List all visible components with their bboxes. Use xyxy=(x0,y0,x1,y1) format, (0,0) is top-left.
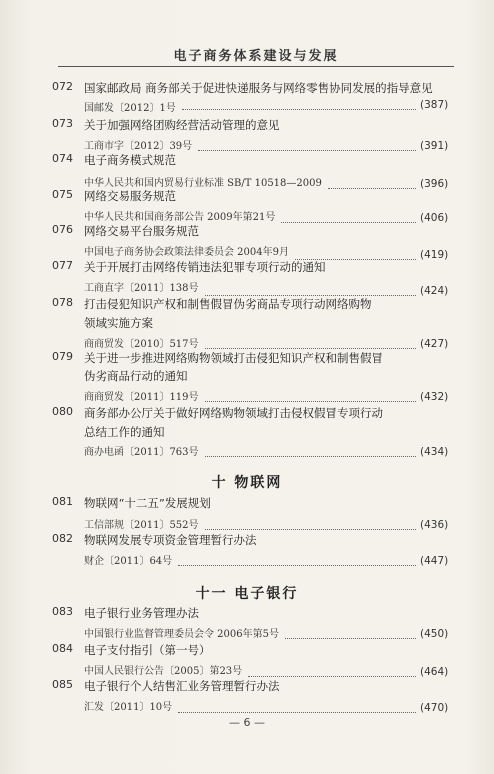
entry-title: 关于开展打击网络传销违法犯罪专项行动的通知 xyxy=(84,260,326,274)
entry-title-continued: 总结工作的通知 xyxy=(84,425,165,439)
section-heading-iot: 十 物联网 xyxy=(211,475,283,491)
header-rule xyxy=(58,66,454,67)
entry-page-number: (447) xyxy=(420,555,449,567)
entry-document-number: 工信部规〔2011〕552号 xyxy=(84,520,199,531)
entry-page-number: (387) xyxy=(420,99,449,111)
entry-number: 082 xyxy=(52,532,73,545)
entry-document-number: 中华人民共和国内贸易行业标准 SB/T 10518—2009 xyxy=(84,178,322,189)
entry-page-number: (419) xyxy=(420,249,449,261)
entry-page-number: (427) xyxy=(420,338,449,350)
entry-page-number: (432) xyxy=(420,391,449,403)
dot-leader xyxy=(205,347,416,349)
entry-number: 083 xyxy=(52,605,73,618)
entry-document-number: 中国电子商务协会政策法律委员会 2004年9月 xyxy=(84,247,289,258)
entry-number: 080 xyxy=(52,405,73,418)
dot-leader xyxy=(248,675,416,677)
entry-page-number: (464) xyxy=(420,666,449,678)
entry-number: 084 xyxy=(52,642,73,655)
entry-document-number: 国邮发〔2012〕1号 xyxy=(84,103,176,114)
dot-leader xyxy=(205,400,416,402)
entry-number: 073 xyxy=(52,117,73,130)
entry-document-number: 财企〔2011〕64号 xyxy=(84,556,173,567)
dot-leader xyxy=(205,455,416,457)
entry-number: 081 xyxy=(52,495,73,508)
entry-title: 关于加强网络团购经营活动管理的意见 xyxy=(84,118,280,132)
entry-page-number: (396) xyxy=(420,178,449,190)
dot-leader xyxy=(285,637,416,639)
entry-title: 物联网发展专项资金管理暂行办法 xyxy=(84,533,257,547)
entry-title-continued: 伪劣商品行动的通知 xyxy=(84,369,188,383)
entry-page-number: (470) xyxy=(420,702,449,714)
dot-leader xyxy=(178,711,416,713)
dot-leader xyxy=(178,564,416,566)
page-footer: — 6 — xyxy=(229,716,265,729)
entry-page-number: (434) xyxy=(420,446,449,458)
running-header: 电子商务体系建设与发展 xyxy=(173,49,339,64)
entry-number: 079 xyxy=(52,350,73,363)
dot-leader xyxy=(205,528,416,530)
entry-document-number: 工商市字〔2012〕39号 xyxy=(84,141,193,152)
entry-number: 077 xyxy=(52,259,73,272)
entry-title: 网络交易服务规范 xyxy=(84,189,176,203)
dot-leader xyxy=(328,187,416,189)
entry-number: 075 xyxy=(52,188,73,201)
entry-title: 商务部办公厅关于做好网络购物领域打击侵权假冒专项行动 xyxy=(84,406,383,420)
entry-number: 085 xyxy=(52,678,73,691)
dot-leader xyxy=(182,108,416,110)
entry-page-number: (406) xyxy=(420,212,449,224)
dot-leader xyxy=(198,149,416,151)
entry-page-number: (450) xyxy=(420,628,449,640)
entry-document-number: 中国人民银行公告〔2005〕第23号 xyxy=(84,666,243,677)
entry-document-number: 中华人民共和国商务部公告 2009年第21号 xyxy=(84,212,276,223)
entry-title: 物联网“十二五”发展规划 xyxy=(84,496,211,510)
entry-document-number: 工商直字〔2011〕138号 xyxy=(84,283,199,294)
entry-document-number: 商商贸发〔2010〕517号 xyxy=(84,339,199,350)
entry-title-continued: 领域实施方案 xyxy=(84,316,153,330)
entry-title: 电子支付指引（第一号） xyxy=(84,643,211,657)
entry-number: 072 xyxy=(52,80,73,93)
entry-number: 078 xyxy=(52,296,73,309)
entry-title: 网络交易平台服务规范 xyxy=(84,224,199,238)
section-heading-e-banking: 十一 电子银行 xyxy=(195,586,299,602)
entry-document-number: 商办电函〔2011〕763号 xyxy=(84,447,199,458)
entry-title: 关于进一步推进网络购物领域打击侵犯知识产权和制售假冒 xyxy=(84,351,383,365)
entry-page-number: (391) xyxy=(420,140,449,152)
entry-number: 076 xyxy=(52,223,73,236)
entry-title: 电子银行个人结售汇业务管理暂行办法 xyxy=(84,679,280,693)
entry-document-number: 商商贸发〔2011〕119号 xyxy=(84,392,199,403)
entry-title: 电子商务模式规范 xyxy=(84,153,176,167)
entry-title: 国家邮政局 商务部关于促进快递服务与网络零售协同发展的指导意见 xyxy=(84,81,433,95)
entry-page-number: (436) xyxy=(420,519,449,531)
entry-page-number: (424) xyxy=(420,285,449,297)
entry-title: 电子银行业务管理办法 xyxy=(84,606,199,620)
entry-title: 打击侵犯知识产权和制售假冒伪劣商品专项行动网络购物 xyxy=(84,297,372,311)
entry-document-number: 汇发〔2011〕10号 xyxy=(84,702,173,713)
entry-document-number: 中国银行业监督管理委员会令 2006年第5号 xyxy=(84,629,279,640)
dot-leader xyxy=(281,221,416,223)
entry-number: 074 xyxy=(52,152,73,165)
